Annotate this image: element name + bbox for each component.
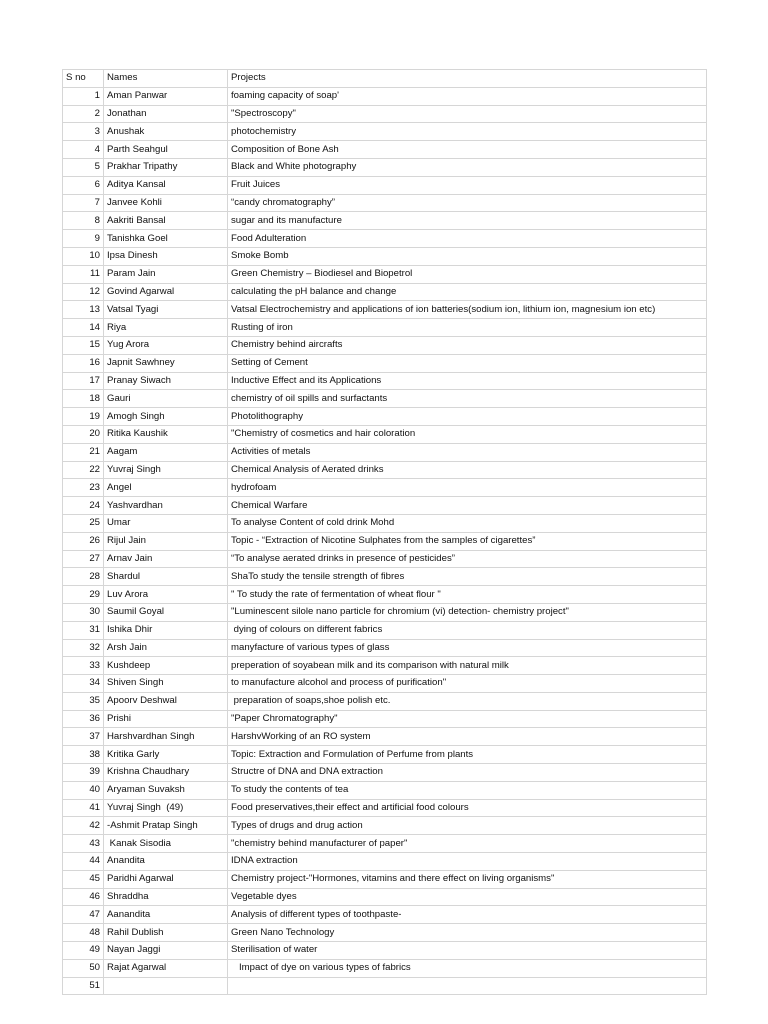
row-project: Analysis of different types of toothpaste- (228, 906, 707, 924)
row-name: Riya (104, 319, 228, 337)
table-row (63, 354, 707, 372)
row-name: Rajat Agarwal (104, 959, 228, 977)
row-sno: 36 (63, 710, 104, 728)
row-name: Saumil Goyal (104, 603, 228, 621)
row-project: " To study the rate of fermentation of wheat flour " (228, 586, 707, 604)
row-project: foaming capacity of soap' (228, 87, 707, 105)
row-project: Sterilisation of water (228, 942, 707, 960)
row-name: Gauri (104, 390, 228, 408)
row-project: Inductive Effect and its Applications (228, 372, 707, 390)
table-row (63, 212, 707, 230)
row-project: Chemical Warfare (228, 497, 707, 515)
row-sno: 43 (63, 835, 104, 853)
table-row (63, 443, 707, 461)
row-sno: 41 (63, 799, 104, 817)
row-project: Photolithography (228, 408, 707, 426)
row-name: Aagam (104, 443, 228, 461)
row-sno: 3 (63, 123, 104, 141)
table-row (63, 247, 707, 265)
row-sno: 4 (63, 141, 104, 159)
row-sno: 19 (63, 408, 104, 426)
row-project: manyfacture of various types of glass (228, 639, 707, 657)
row-name: Aditya Kansal (104, 176, 228, 194)
row-sno: 21 (63, 443, 104, 461)
row-name: Kritika Garly (104, 746, 228, 764)
row-sno: 20 (63, 425, 104, 443)
row-name: Shardul (104, 568, 228, 586)
row-name: Pranay Siwach (104, 372, 228, 390)
row-name: Aman Panwar (104, 87, 228, 105)
row-sno: 35 (63, 692, 104, 710)
table-row (63, 675, 707, 693)
table-row (63, 194, 707, 212)
row-project: Smoke Bomb (228, 247, 707, 265)
table-row (63, 301, 707, 319)
row-name: Rahil Dublish (104, 924, 228, 942)
row-project: To study the contents of tea (228, 781, 707, 799)
row-name: Amogh Singh (104, 408, 228, 426)
table-row (63, 746, 707, 764)
table-row (63, 817, 707, 835)
row-project: Topic - “Extraction of Nicotine Sulphates from the samples of cigarettes” (228, 532, 707, 550)
row-name: Ritika Kaushik (104, 425, 228, 443)
row-project: Types of drugs and drug action (228, 817, 707, 835)
row-name: Arnav Jain (104, 550, 228, 568)
table-row (63, 692, 707, 710)
row-sno: 47 (63, 906, 104, 924)
table-row (63, 728, 707, 746)
row-project: Fruit Juices (228, 176, 707, 194)
row-project: Activities of metals (228, 443, 707, 461)
table-row (63, 781, 707, 799)
row-sno: 6 (63, 176, 104, 194)
row-sno: 17 (63, 372, 104, 390)
row-project: Setting of Cement (228, 354, 707, 372)
row-sno: 46 (63, 888, 104, 906)
row-name: Arsh Jain (104, 639, 228, 657)
row-name: Rijul Jain (104, 532, 228, 550)
row-project: Food preservatives,their effect and artificial food colours (228, 799, 707, 817)
row-name (104, 977, 228, 995)
row-name: Angel (104, 479, 228, 497)
row-project: Composition of Bone Ash (228, 141, 707, 159)
row-project: "Chemistry of cosmetics and hair coloration (228, 425, 707, 443)
row-name: Harshvardhan Singh (104, 728, 228, 746)
row-sno: 34 (63, 675, 104, 693)
table-row (63, 461, 707, 479)
row-sno: 45 (63, 870, 104, 888)
table-row (63, 959, 707, 977)
table-row (63, 568, 707, 586)
row-project: sugar and its manufacture (228, 212, 707, 230)
row-name: Tanishka Goel (104, 230, 228, 248)
table-body (63, 87, 707, 995)
table-row (63, 158, 707, 176)
table-row (63, 319, 707, 337)
row-sno: 26 (63, 532, 104, 550)
row-name: Aakriti Bansal (104, 212, 228, 230)
table-row (63, 799, 707, 817)
table-row (63, 390, 707, 408)
row-sno: 30 (63, 603, 104, 621)
row-name: Aanandita (104, 906, 228, 924)
row-project: IDNA extraction (228, 853, 707, 871)
row-sno: 11 (63, 265, 104, 283)
row-name: Japnit Sawhney (104, 354, 228, 372)
table-row (63, 639, 707, 657)
row-project: dying of colours on different fabrics (228, 621, 707, 639)
row-project: "Luminescent silole nano particle for chromium (vi) detection- chemistry project" (228, 603, 707, 621)
row-name: Kushdeep (104, 657, 228, 675)
row-name: Krishna Chaudhary (104, 764, 228, 782)
row-sno: 24 (63, 497, 104, 515)
row-project: "chemistry behind manufacturer of paper" (228, 835, 707, 853)
row-sno: 28 (63, 568, 104, 586)
row-name: Param Jain (104, 265, 228, 283)
row-sno: 23 (63, 479, 104, 497)
row-project: chemistry of oil spills and surfactants (228, 390, 707, 408)
row-sno: 10 (63, 247, 104, 265)
row-sno: 14 (63, 319, 104, 337)
table-row (63, 87, 707, 105)
table-row (63, 123, 707, 141)
row-project: to manufacture alcohol and process of purification" (228, 675, 707, 693)
table-row (63, 888, 707, 906)
row-sno: 1 (63, 87, 104, 105)
row-sno: 40 (63, 781, 104, 799)
row-sno: 38 (63, 746, 104, 764)
table-row (63, 532, 707, 550)
row-name: Shiven Singh (104, 675, 228, 693)
row-name: Umar (104, 514, 228, 532)
row-project: calculating the pH balance and change (228, 283, 707, 301)
table-row (63, 603, 707, 621)
row-name: Luv Arora (104, 586, 228, 604)
row-project: "Spectroscopy" (228, 105, 707, 123)
row-sno: 5 (63, 158, 104, 176)
row-name: Yug Arora (104, 336, 228, 354)
row-project: Structre of DNA and DNA extraction (228, 764, 707, 782)
row-project: Chemistry behind aircrafts (228, 336, 707, 354)
row-project: preparation of soaps,shoe polish etc. (228, 692, 707, 710)
row-project: Vegetable dyes (228, 888, 707, 906)
row-sno: 37 (63, 728, 104, 746)
row-project: Food Adulteration (228, 230, 707, 248)
row-sno: 33 (63, 657, 104, 675)
row-name: Prakhar Tripathy (104, 158, 228, 176)
table-row (63, 853, 707, 871)
row-sno: 39 (63, 764, 104, 782)
row-name: Govind Agarwal (104, 283, 228, 301)
table-row (63, 906, 707, 924)
row-sno: 48 (63, 924, 104, 942)
row-project: "Paper Chromatography" (228, 710, 707, 728)
row-project: Chemical Analysis of Aerated drinks (228, 461, 707, 479)
table-row (63, 657, 707, 675)
row-name: Aryaman Suvaksh (104, 781, 228, 799)
table-row (63, 425, 707, 443)
table-row (63, 514, 707, 532)
row-sno: 25 (63, 514, 104, 532)
row-sno: 8 (63, 212, 104, 230)
row-name: Yuvraj Singh (49) (104, 799, 228, 817)
table-row (63, 497, 707, 515)
table-row (63, 924, 707, 942)
row-name: Anandita (104, 853, 228, 871)
row-sno: 7 (63, 194, 104, 212)
row-project: ShaTo study the tensile strength of fibres (228, 568, 707, 586)
student-projects-table (62, 69, 707, 995)
row-project: Black and White photography (228, 158, 707, 176)
row-project (228, 977, 707, 995)
row-sno: 13 (63, 301, 104, 319)
table-row (63, 621, 707, 639)
row-sno: 29 (63, 586, 104, 604)
row-sno: 50 (63, 959, 104, 977)
row-name: Ishika Dhir (104, 621, 228, 639)
row-sno: 31 (63, 621, 104, 639)
row-sno: 18 (63, 390, 104, 408)
row-name: -Ashmit Pratap Singh (104, 817, 228, 835)
table-row (63, 586, 707, 604)
row-name: Parth Seahgul (104, 141, 228, 159)
table-row (63, 105, 707, 123)
row-sno: 15 (63, 336, 104, 354)
row-project: Impact of dye on various types of fabrics (228, 959, 707, 977)
row-name: Paridhi Agarwal (104, 870, 228, 888)
table-row (63, 479, 707, 497)
header-sno: S no (63, 70, 104, 88)
row-sno: 42 (63, 817, 104, 835)
row-sno: 2 (63, 105, 104, 123)
table-row (63, 141, 707, 159)
header-projects: Projects (228, 70, 707, 88)
row-name: Shraddha (104, 888, 228, 906)
row-project: Chemistry project-"Hormones, vitamins and there effect on living organisms" (228, 870, 707, 888)
row-project: Vatsal Electrochemistry and applications of ion batteries(sodium ion, lithium ion, magnesium ion etc) (228, 301, 707, 319)
table-row (63, 372, 707, 390)
header-names: Names (104, 70, 228, 88)
table-row (63, 265, 707, 283)
table-row (63, 710, 707, 728)
row-sno: 51 (63, 977, 104, 995)
table-row (63, 550, 707, 568)
row-name: Apoorv Deshwal (104, 692, 228, 710)
row-project: Green Chemistry – Biodiesel and Biopetrol (228, 265, 707, 283)
row-name: Yuvraj Singh (104, 461, 228, 479)
table-row (63, 942, 707, 960)
table-row (63, 230, 707, 248)
row-project: Topic: Extraction and Formulation of Perfume from plants (228, 746, 707, 764)
row-project: Green Nano Technology (228, 924, 707, 942)
table-row (63, 336, 707, 354)
row-name: Vatsal Tyagi (104, 301, 228, 319)
row-name: Jonathan (104, 105, 228, 123)
table-row (63, 176, 707, 194)
row-name: Yashvardhan (104, 497, 228, 515)
row-project: To analyse Content of cold drink Mohd (228, 514, 707, 532)
row-project: preperation of soyabean milk and its comparison with natural milk (228, 657, 707, 675)
row-project: photochemistry (228, 123, 707, 141)
table-row (63, 283, 707, 301)
row-name: Janvee Kohli (104, 194, 228, 212)
row-sno: 32 (63, 639, 104, 657)
row-name: Kanak Sisodia (104, 835, 228, 853)
row-sno: 49 (63, 942, 104, 960)
table-row (63, 977, 707, 995)
table-row (63, 870, 707, 888)
row-project: Rusting of iron (228, 319, 707, 337)
table-row (63, 835, 707, 853)
row-name: Prishi (104, 710, 228, 728)
header-row (63, 70, 707, 88)
table-row (63, 764, 707, 782)
row-project: hydrofoam (228, 479, 707, 497)
row-project: HarshvWorking of an RO system (228, 728, 707, 746)
row-name: Nayan Jaggi (104, 942, 228, 960)
row-sno: 27 (63, 550, 104, 568)
row-sno: 44 (63, 853, 104, 871)
row-sno: 22 (63, 461, 104, 479)
row-project: “To analyse aerated drinks in presence of pesticides” (228, 550, 707, 568)
row-project: “candy chromatography” (228, 194, 707, 212)
row-sno: 12 (63, 283, 104, 301)
row-sno: 9 (63, 230, 104, 248)
table-row (63, 408, 707, 426)
row-sno: 16 (63, 354, 104, 372)
row-name: Anushak (104, 123, 228, 141)
row-name: Ipsa Dinesh (104, 247, 228, 265)
